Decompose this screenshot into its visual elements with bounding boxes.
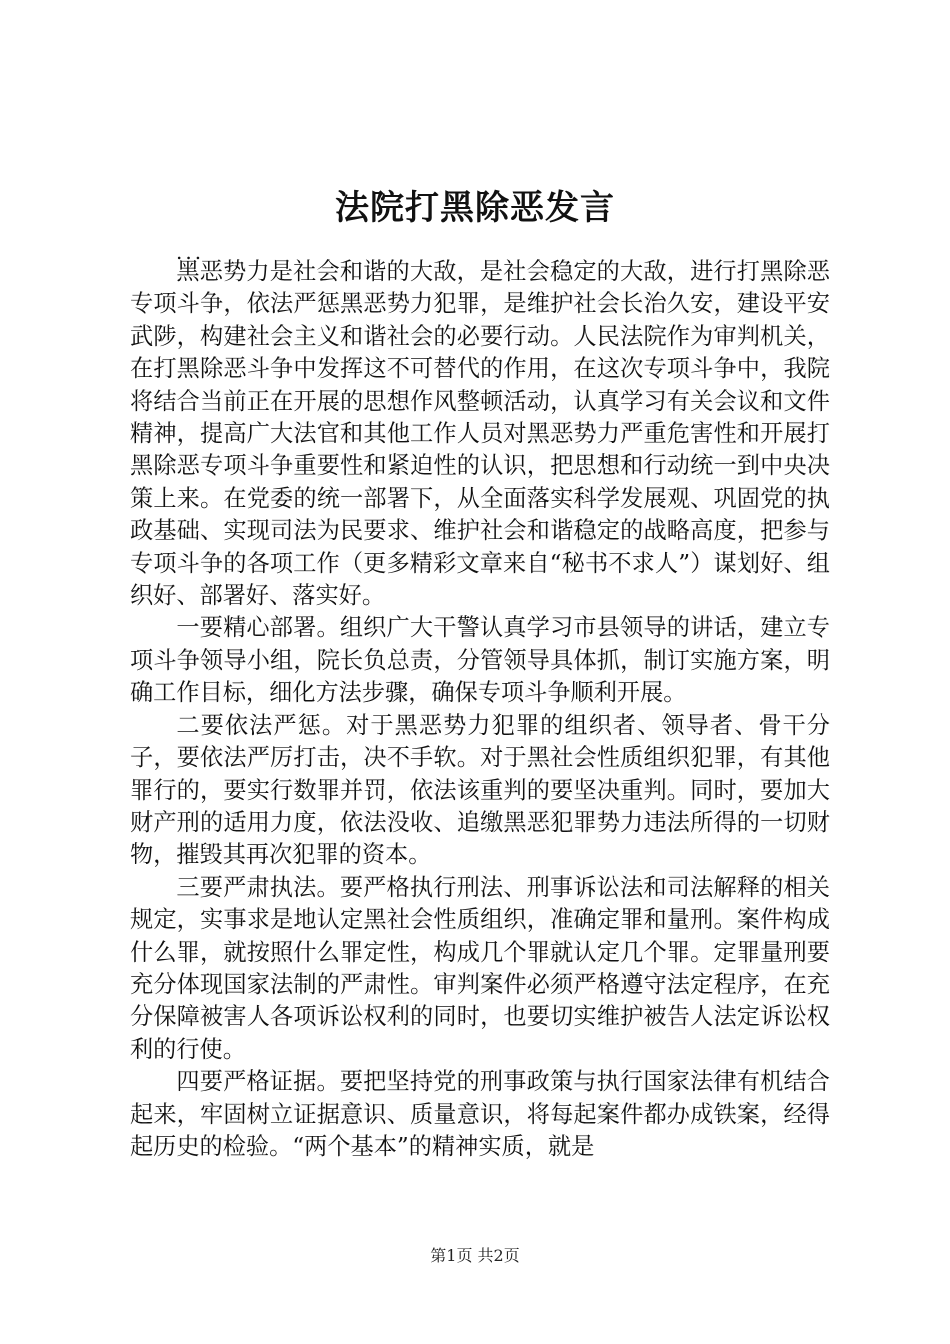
paragraph-punishment: 二要依法严惩。对于黑恶势力犯罪的组织者、领导者、骨干分子，要依法严厉打击，决不手软。对于黑社会性质组织犯罪，有其他罪行的，要实行数罪并罚，依法该重判的要坚决重判。同时，要加大财产刑的适用力度，依法没收、追缴黑恶犯罪势力违法所得的一切财物，摧毁其再次犯罪的资本。	[130, 711, 830, 869]
paragraph-intro: 黑恶势力是社会和谐的大敌，是社会稳定的大敌，进行打黑除恶专项斗争，依法严惩黑恶势力犯罪，是维护社会长治久安，建设平安武陟，构建社会主义和谐社会的必要行动。人民法院作为审判机关，在打黑除恶斗争中发挥这不可替代的作用，在这次专项斗争中，我院将结合当前正在开展的思想作风整顿活动，认真学习有关会议和文件精神，提高广大法官和其他工作人员对黑恶势力严重危害性和开展打黑除恶专项斗争重要性和紧迫性的认识，把思想和行动统一到中央决策上来。在党委的统一部署下，从全面落实科学发展观、巩固党的执政基础、实现司法为民要求、维护社会和谐稳定的战略高度，把参与专项斗争的各项工作（更多精彩文章来自“秘书不求人”）谋划好、组织好、部署好、落实好。	[130, 258, 830, 610]
paragraph-deployment: 一要精心部署。组织广大干警认真学习市县领导的讲话，建立专项斗争领导小组，院长负总责，分管领导具体抓，制订实施方案，明确工作目标，细化方法步骤，确保专项斗争顺利开展。	[130, 614, 830, 707]
document-body	[130, 256, 830, 1163]
ellipsis-marker: ...	[176, 240, 205, 264]
page-number-footer: 第1页 共2页	[430, 1246, 520, 1265]
paragraph-evidence: 四要严格证据。要把坚持党的刑事政策与执行国家法律有机结合起来，牢固树立证据意识、质量意识，将每起案件都办成铁案，经得起历史的检验。“两个基本”的精神实质，就是	[130, 1068, 830, 1160]
paragraph-law-enforcement: 三要严肃执法。要严格执行刑法、刑事诉讼法和司法解释的相关规定，实事求是地认定黑社会性质组织，准确定罪和量刑。案件构成什么罪，就按照什么罪定性，构成几个罪就认定几个罪。定罪量刑要充分体现国家法制的严肃性。审判案件必须严格遵守法定程序，在充分保障被害人各项诉讼权利的同时，也要切实维护被告人法定诉讼权利的行使。	[130, 873, 830, 1063]
document-title: 法院打黑除恶发言	[335, 188, 615, 228]
